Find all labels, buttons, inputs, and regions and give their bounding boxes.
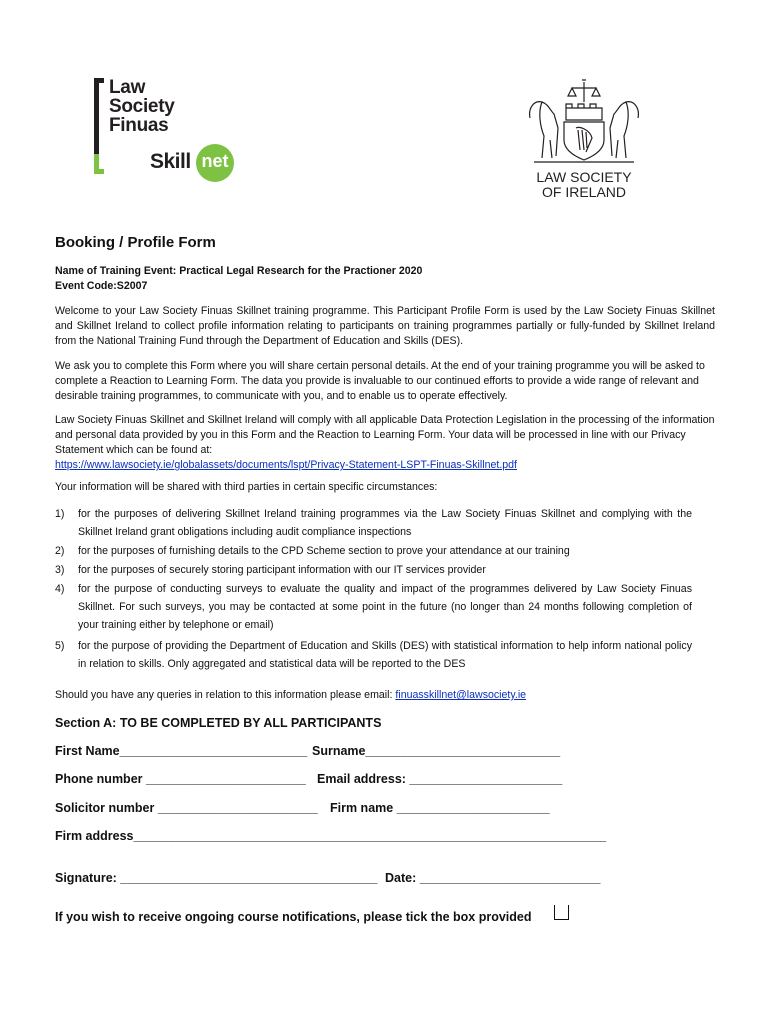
law-society-of-ireland-crest bbox=[524, 78, 644, 202]
queries-paragraph bbox=[55, 688, 715, 703]
email-field[interactable]: Email address: ______________________ bbox=[317, 772, 563, 786]
form-title: Booking / Profile Form bbox=[55, 234, 216, 251]
queries-text: Should you have any queries in relation to this information please email: bbox=[55, 689, 396, 701]
logo-line-law: Law bbox=[109, 77, 146, 98]
list-item: 5) for the purpose of providing the Department of Education and Skills (DES) with statistical information to help inform national policy in relation to skills. Only aggregated and statistical data will be reported to the DES bbox=[55, 640, 692, 670]
skillnet-net-text: net bbox=[201, 151, 229, 171]
crest-name-line-2: OF IRELAND bbox=[541, 184, 626, 200]
list-item: 3) for the purposes of securely storing participant information with our IT services provider bbox=[55, 564, 486, 576]
notifications-label: If you wish to receive ongoing course notifications, please tick the box provided bbox=[55, 910, 532, 924]
data-protection-paragraph bbox=[55, 413, 715, 473]
event-code: Event Code:S2007 bbox=[55, 280, 148, 292]
ask-paragraph: We ask you to complete this Form where you will share certain personal details. At the end of your training programme you will be asked to complete a Reaction to Learning Form. The data you provide is invaluable to our continued efforts to provide a wide range of relevant and desirable training programmes, to communicate with you, and to enable us to operate effectively. bbox=[55, 360, 705, 402]
firm-name-field[interactable]: Firm name ______________________ bbox=[330, 801, 550, 815]
crest-name-line-1: LAW SOCIETY bbox=[536, 169, 632, 185]
surname-field[interactable]: Surname____________________________ bbox=[312, 744, 561, 758]
date-field[interactable]: Date: __________________________ bbox=[385, 871, 601, 885]
skillnet-skill-text: Skill bbox=[150, 150, 191, 173]
phone-field[interactable]: Phone number _______________________ bbox=[55, 772, 306, 786]
first-name-field[interactable]: First Name___________________________ bbox=[55, 744, 308, 758]
event-name: Name of Training Event: Practical Legal Research for the Practioner 2020 bbox=[55, 265, 423, 277]
logo-line-finuas: Finuas bbox=[109, 115, 169, 136]
law-society-finuas-skillnet-logo bbox=[92, 74, 252, 184]
queries-email-link[interactable]: finuasskillnet@lawsociety.ie bbox=[395, 689, 527, 701]
signature-field[interactable]: Signature: _____________________________________ bbox=[55, 871, 378, 885]
firm-address-field[interactable]: Firm address____________________________________________________________________ bbox=[55, 829, 607, 843]
section-a-heading: Section A: TO BE COMPLETED BY ALL PARTICIPANTS bbox=[55, 716, 382, 730]
shared-intro: Your information will be shared with third parties in certain specific circumstances: bbox=[55, 481, 438, 493]
list-item: 1) for the purposes of delivering Skillnet Ireland training programmes via the Law Society Finuas Skillnet and complying with the Skillnet Ireland grant obligations including audit compliance inspections bbox=[55, 508, 692, 538]
data-protection-text: Law Society Finuas Skillnet and Skillnet Ireland will comply with all applicable Data Protection Legislation in the processing of the information and personal data provided by you in this Form and the Reaction to Learning Form. Your data will be processed in line with our Privacy Statement which can be found at: bbox=[55, 414, 715, 456]
list-item: 4) for the purpose of conducting surveys to evaluate the quality and impact of the programmes delivered by Law Society Finuas Skillnet. For such surveys, you may be contacted at some point in the future (no longer than 24 months following completion of your training either by telephone or email) bbox=[55, 583, 692, 631]
list-item: 2) for the purposes of furnishing details to the CPD Scheme section to prove your attendance at our training bbox=[55, 545, 570, 557]
intro-paragraph: Welcome to your Law Society Finuas Skillnet training programme. This Participant Profile Form is used by the Law Society Finuas Skillnet and Skillnet Ireland to collect profile information relating to participants on training programmes partially or fully-funded by Skillnet Ireland from the National Training Fund through the Department of Education and Skills (DES). bbox=[55, 305, 715, 347]
notifications-checkbox[interactable] bbox=[554, 905, 569, 920]
logo-line-society: Society bbox=[109, 96, 175, 117]
solicitor-number-field[interactable]: Solicitor number _______________________ bbox=[55, 801, 318, 815]
crest-emblem-icon bbox=[524, 78, 644, 166]
privacy-statement-link[interactable]: https://www.lawsociety.ie/globalassets/documents/lspt/Privacy-Statement-LSPT-Finuas-Skillnet.pdf bbox=[55, 459, 518, 471]
